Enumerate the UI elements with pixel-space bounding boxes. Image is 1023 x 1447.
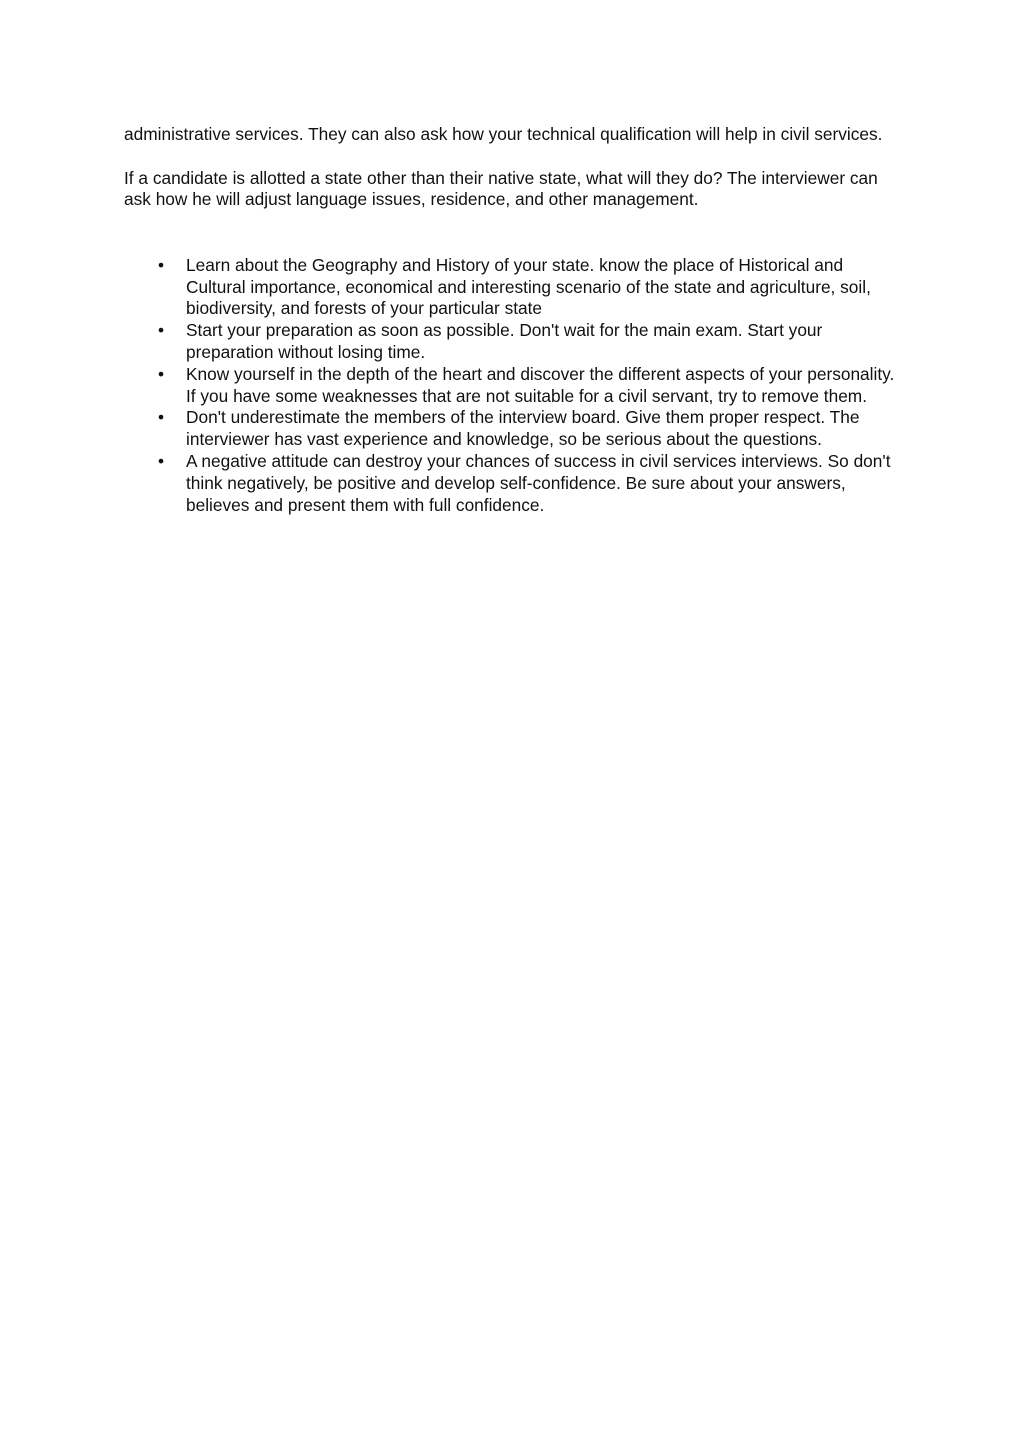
list-item — [124, 320, 899, 364]
list-item — [124, 451, 899, 516]
list-item-text: A negative attitude can destroy your chances of success in civil services interviews. So don't think negatively, be positive and develop self-confidence. Be sure about your answers, believes and present them with full confidence. — [186, 450, 891, 515]
list-item — [124, 364, 899, 408]
list-item — [124, 255, 899, 320]
bullet-icon: • — [157, 320, 165, 341]
bullet-icon: • — [157, 407, 165, 428]
list-item-text: Learn about the Geography and History of your state. know the place of Historical and Cultural importance, economical and interesting scenario of the state and agriculture, soil, biodiversity, and forests of your particular state — [186, 254, 871, 319]
bullet-icon: • — [157, 363, 165, 384]
list-item — [124, 407, 899, 451]
tips-bullet-list — [124, 255, 899, 517]
list-item-text: Know yourself in the depth of the heart and discover the different aspects of your personality. If you have some weaknesses that are not suitable for a civil servant, try to remove them. — [186, 363, 895, 406]
bullet-icon: • — [157, 450, 165, 471]
bullet-icon: • — [157, 254, 165, 275]
list-item-text: Start your preparation as soon as possible. Don't wait for the main exam. Start your preparation without losing time. — [186, 320, 823, 362]
page-content — [124, 124, 899, 516]
paragraph-technical-qualification: administrative services. They can also ask how your technical qualification will help in civil services. — [124, 124, 883, 144]
paragraph-allotted-state: If a candidate is allotted a state other than their native state, what will they do? The interviewer can ask how he will adjust language issues, residence, and other management. — [124, 167, 878, 210]
list-item-text: Don't underestimate the members of the interview board. Give them proper respect. The interviewer has vast experience and knowledge, so be serious about the questions. — [186, 407, 860, 450]
